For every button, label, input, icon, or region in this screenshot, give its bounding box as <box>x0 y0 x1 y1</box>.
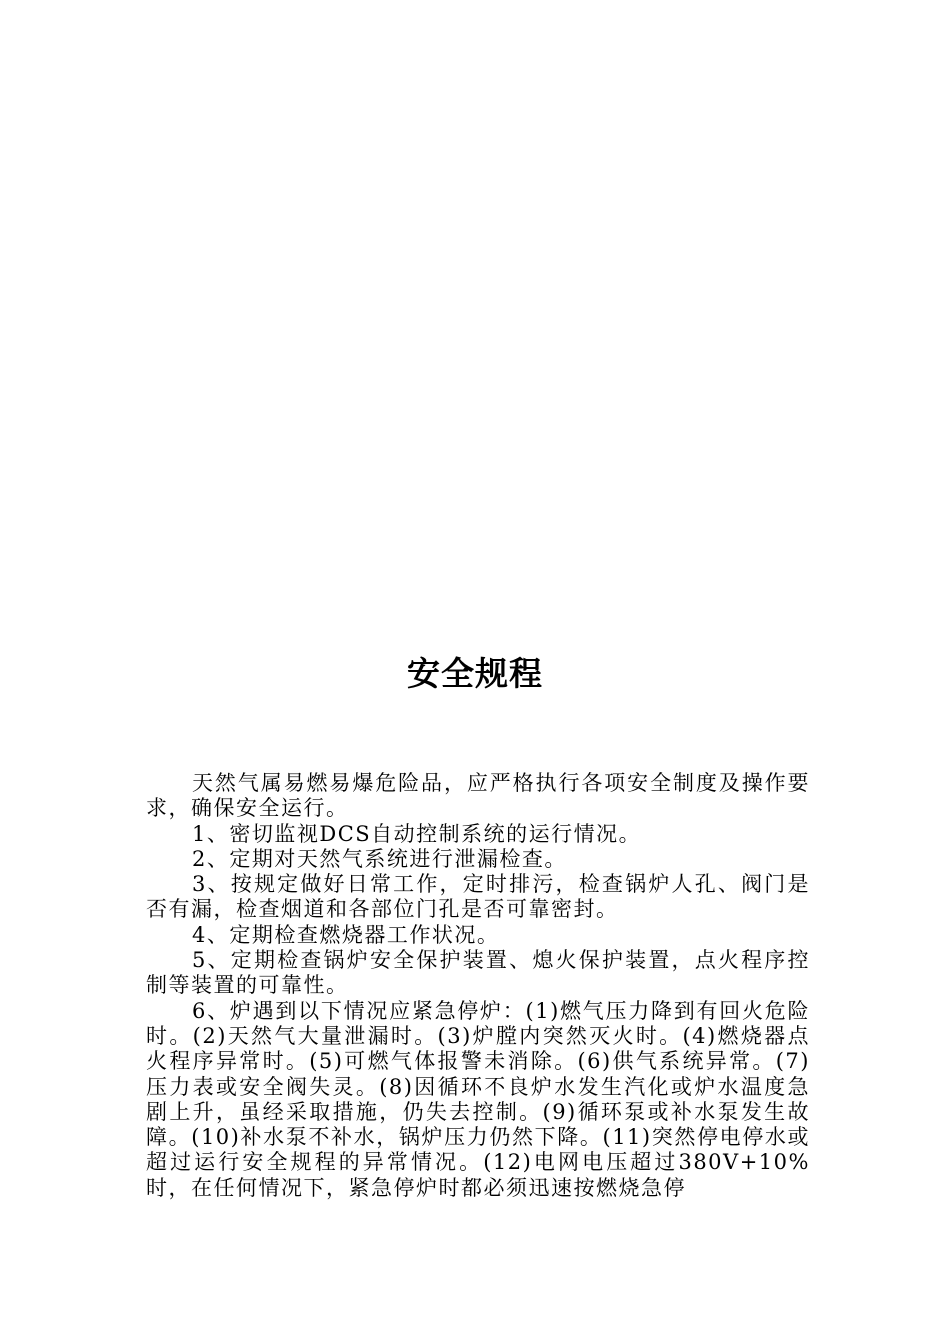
paragraph-item-1: 1、密切监视DCS自动控制系统的运行情况。 <box>192 821 642 846</box>
body-text <box>146 771 810 1201</box>
paragraph-item-4: 4、定期检查燃烧器工作状况。 <box>192 922 500 947</box>
paragraph-item-3: 3、按规定做好日常工作，定时排污，检查锅炉人孔、阀门是否有漏，检查烟道和各部位门孔是否可靠密封。 <box>146 872 810 922</box>
paragraph-intro: 天然气属易燃易爆危险品，应严格执行各项安全制度及操作要求，确保安全运行。 <box>146 771 810 821</box>
page-title: 安全规程 <box>407 654 543 693</box>
paragraph-item-6: 6、炉遇到以下情况应紧急停炉：(1)燃气压力降到有回火危险时。(2)天然气大量泄漏时。(3)炉膛内突然灭火时。(4)燃烧器点火程序异常时。(5)可燃气体报警未消除。(6)供气系统异常。(7)压力表或安全阀失灵。(8)因循环不良炉水发生汽化或炉水温度急剧上升，虽经采取措施，仍失去控制。(9)循环泵或补水泵发生故障。(10)补水泵不补水，锅炉压力仍然下降。(11)突然停电停水或超过运行安全规程的异常情况。(12)电网电压超过380V+10%时，在任何情况下，紧急停炉时都必须迅速按燃烧急停 <box>146 998 810 1200</box>
paragraph-item-2: 2、定期对天然气系统进行泄漏检查。 <box>192 846 567 871</box>
paragraph-item-5: 5、定期检查锅炉安全保护装置、熄火保护装置，点火程序控制等装置的可靠性。 <box>146 948 810 998</box>
